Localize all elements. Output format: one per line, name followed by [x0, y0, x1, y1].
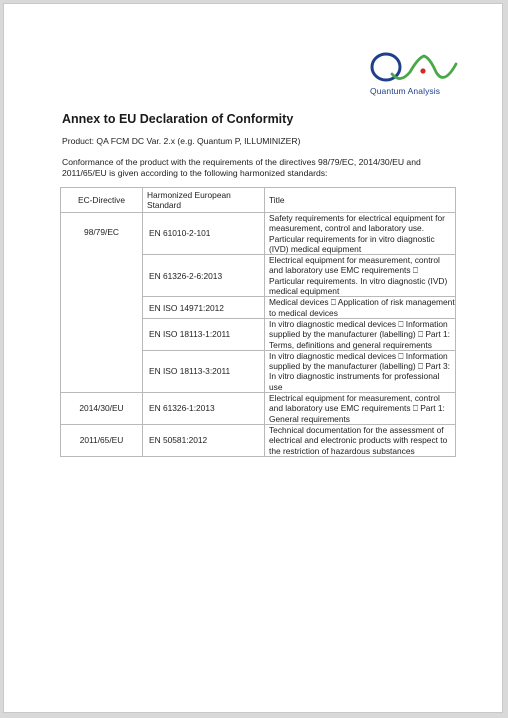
standards-table [60, 187, 456, 457]
document-page [3, 3, 503, 713]
standard-cell: EN 61326-1:2013 [143, 393, 265, 425]
header-harmonized-standard: Harmonized European Standard [143, 188, 265, 213]
directive-cell: 98/79/EC [61, 213, 143, 393]
header-title: Title [265, 188, 456, 213]
document-title: Annex to EU Declaration of Conformity [62, 112, 294, 126]
table-header-row [61, 188, 456, 213]
table-row [61, 213, 456, 255]
product-line: Product: QA FCM DC Var. 2.x (e.g. Quantum P, ILLUMINIZER) [62, 136, 301, 146]
standard-cell: EN ISO 14971:2012 [143, 297, 265, 319]
title-cell: Safety requirements for electrical equipment for measurement, control and laboratory use. Particular requirements for in vitro diagnostic (IVD) medical equipment [265, 213, 456, 255]
standard-cell: EN 61326-2-6:2013 [143, 255, 265, 297]
title-cell: Medical devices ⎕ Application of risk management to medical devices [265, 297, 456, 319]
title-cell: In vitro diagnostic medical devices ⎕ Information supplied by the manufacturer (labelling) ⎕ Part 3: In vitro diagnostic instruments for professional use [265, 350, 456, 392]
title-cell: In vitro diagnostic medical devices ⎕ Information supplied by the manufacturer (labelling) ⎕ Part 1: Terms, definitions and general requirements [265, 318, 456, 350]
qa-logo-icon [366, 50, 462, 88]
standard-cell: EN ISO 18113-3:2011 [143, 350, 265, 392]
directive-cell: 2011/65/EU [61, 424, 143, 456]
logo-wordmark: Quantum Analysis [370, 86, 441, 96]
intro-paragraph: Conformance of the product with the requirements of the directives 98/79/EC, 2014/30/EU and 2011/65/EU is given according to the following harmonized standards: [62, 157, 421, 178]
title-cell: Technical documentation for the assessment of electrical and electronic products with respect to the restriction of hazardous substances [265, 424, 456, 456]
standard-cell: EN ISO 18113-1:2011 [143, 318, 265, 350]
company-logo [366, 50, 462, 100]
table-row [61, 424, 456, 456]
title-cell: Electrical equipment for measurement, control and laboratory use EMC requirements ⎕ Part 1: General requirements [265, 393, 456, 425]
directive-cell: 2014/30/EU [61, 393, 143, 425]
standard-cell: EN 61010-2-101 [143, 213, 265, 255]
header-ec-directive: EC-Directive [61, 188, 143, 213]
standard-cell: EN 50581:2012 [143, 424, 265, 456]
table-row [61, 393, 456, 425]
title-cell: Electrical equipment for measurement, control and laboratory use EMC requirements ⎕ Particular requirements. In vitro diagnostic (IVD) medical equipment [265, 255, 456, 297]
